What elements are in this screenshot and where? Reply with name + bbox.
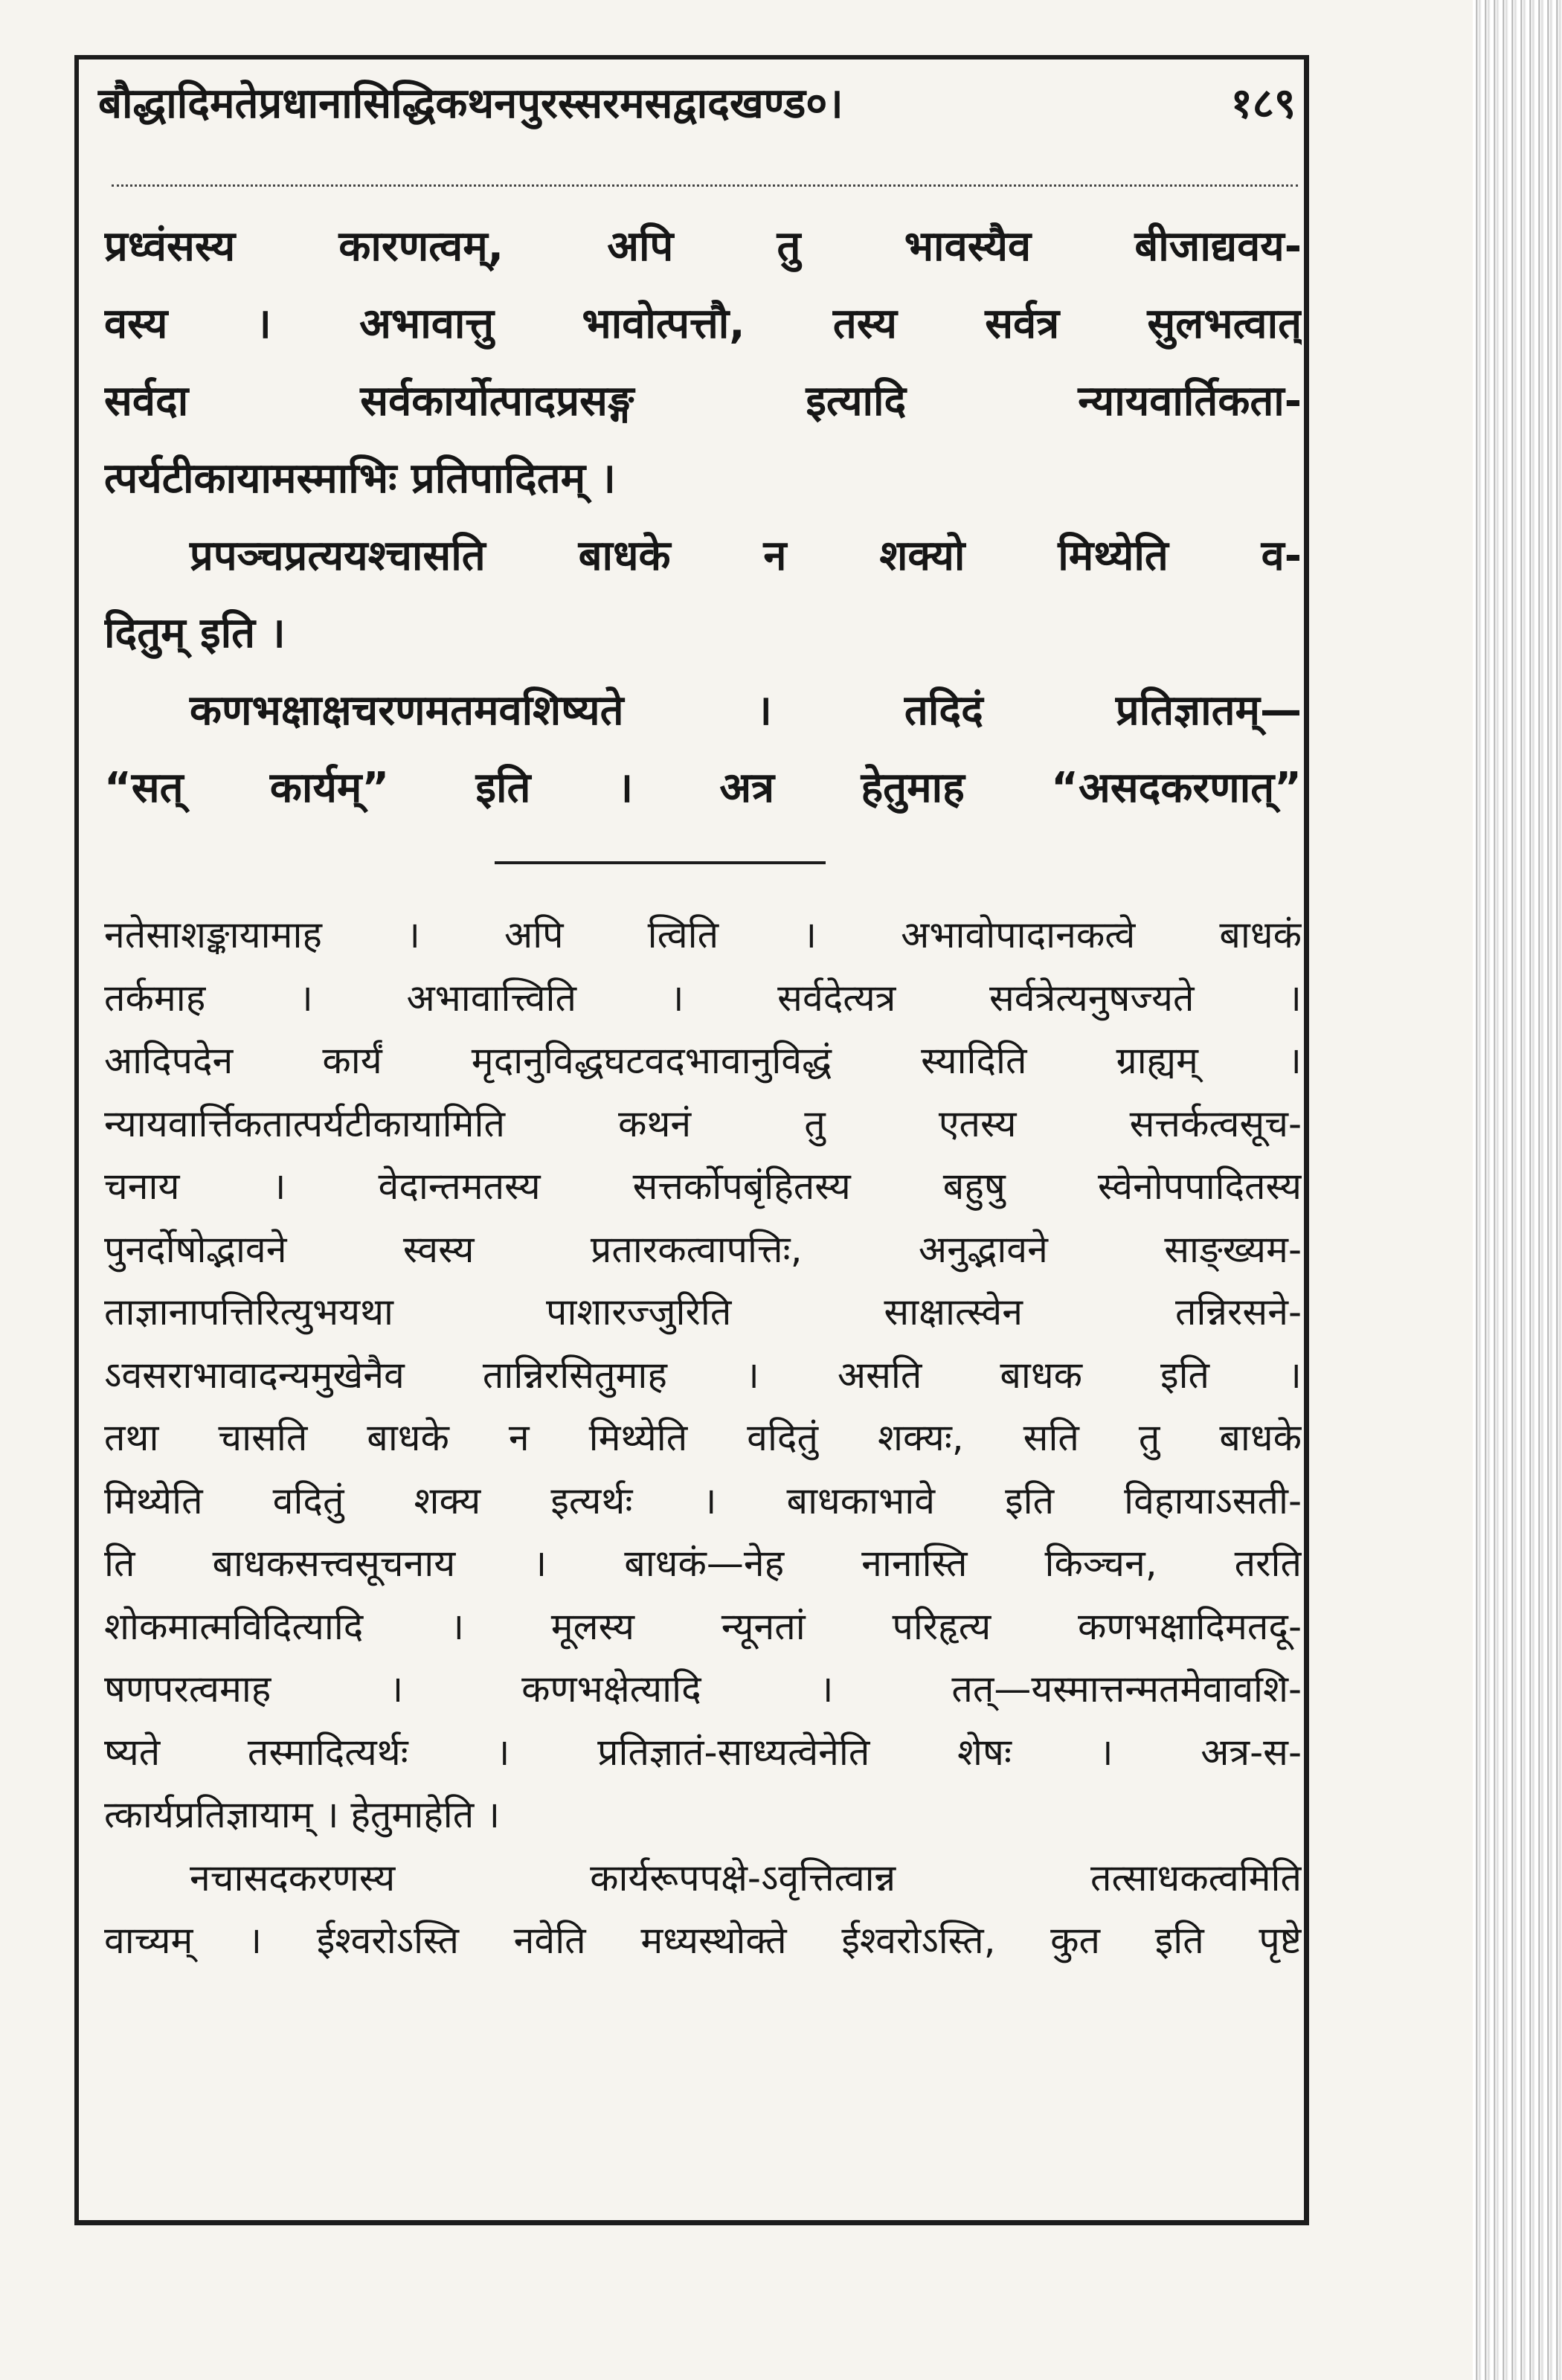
- running-head-title: बौद्धादिमतेप्रधानासिद्धिकथनपुरस्सरमसद्वादखण्ड०।: [98, 80, 843, 128]
- text-line: प्रध्वंसस्य कारणत्वम्, अपि तु भावस्यैव बीजाद्यवय-: [104, 222, 1302, 271]
- text-line: चनाय । वेदान्तमतस्य सत्तर्कोपबृंहितस्य बहुषु स्वेनोपपादितस्य: [104, 1165, 1302, 1208]
- text-line: नचासदकरणस्य कार्यरूपपक्षे-ऽवृत्तित्वान्न तत्साधकत्वमिति: [190, 1856, 1302, 1900]
- text-line: वस्य । अभावात्तु भावोत्पत्तौ, तस्य सर्वत्र सुलभत्वात्: [104, 300, 1302, 348]
- mula-paragraph: [104, 518, 1302, 672]
- text-line: कणभक्षाक्षचरणमतमवशिष्यते । तदिदं प्रतिज्ञातम्—: [190, 686, 1302, 735]
- text-line: वाच्यम् । ईश्वरोऽस्ति नवेति मध्यस्थोक्ते ईश्वरोऽस्ति, कुत इति पृष्टे: [104, 1919, 1302, 1962]
- text-line: ति बाधकसत्त्वसूचनाय । बाधकं—नेह नानास्ति किञ्चन, तरति: [104, 1542, 1302, 1585]
- text-line: षणपरत्वमाह । कणभक्षेत्यादि । तत्—यस्मात्तन्मतमेवावशि-: [104, 1667, 1302, 1711]
- text-line: शोकमात्मविदित्यादि । मूलस्य न्यूनतां परिहृत्य कणभक्षादिमतदू-: [104, 1604, 1302, 1648]
- text-line: त्पर्यटीकायामस्माभिः प्रतिपादितम् ।: [104, 454, 616, 503]
- text-line: तर्कमाह । अभावात्त्विति । सर्वदेत्यत्र सर्वत्रेत्यनुषज्यते ।: [104, 976, 1302, 1020]
- text-line: तथा चासति बाधके न मिथ्येति वदितुं शक्यः, सति तु बाधके: [104, 1416, 1302, 1459]
- text-line: न्यायवार्त्तिकतात्पर्यटीकायामिति कथनं तु एतस्य सत्तर्कत्वसूच-: [104, 1101, 1302, 1145]
- text-line: मिथ्येति वदितुं शक्य इत्यर्थः । बाधकाभावे इति विहायाऽसती-: [104, 1479, 1302, 1522]
- header-rule: [112, 184, 1298, 187]
- text-line: प्रपञ्चप्रत्ययश्चासति बाधके न शक्यो मिथ्येति व-: [190, 532, 1302, 580]
- text-line: पुनर्दोषोद्भावने स्वस्य प्रतारकत्वापत्तिः, अनुद्भावने साङ्ख्यम-: [104, 1227, 1302, 1271]
- text-line: दितुम् इति ।: [104, 609, 286, 657]
- text-line: नतेसाशङ्कायामाह । अपि त्विति । अभावोपादानकत्वे बाधकं: [104, 913, 1302, 956]
- text-line: ताज्ञानापत्तिरित्युभयथा पाशारज्जुरिति साक्षात्स्वेन तन्निरसने-: [104, 1290, 1302, 1334]
- mula-text: [104, 208, 1302, 827]
- text-line: त्कार्यप्रतिज्ञायाम् । हेतुमाहेति ।: [104, 1793, 501, 1836]
- text-line: आदिपदेन कार्यं मृदानुविद्धघटवदभावानुविद्धं स्यादिति ग्राह्यम् ।: [104, 1039, 1302, 1082]
- section-separator: [495, 861, 826, 864]
- commentary-text: [104, 904, 1302, 1972]
- text-line: सर्वदा सर्वकार्योत्पादप्रसङ्ग इत्यादि न्यायवार्तिकता-: [104, 377, 1302, 425]
- text-line: ष्यते तस्मादित्यर्थः । प्रतिज्ञातं-साध्यत्वेनेति शेषः । अत्र-स-: [104, 1730, 1302, 1774]
- mula-paragraph: [104, 208, 1302, 518]
- page-number: १८९: [1230, 80, 1296, 128]
- book-edge: [1473, 0, 1562, 2380]
- mula-paragraph: [104, 672, 1302, 827]
- running-head: [98, 74, 1296, 134]
- text-line: “सत् कार्यम्” इति । अत्र हेतुमाह “असदकरणात्”: [104, 764, 1302, 812]
- text-line: ऽवसराभावादन्यमुखेनैव तान्निरसितुमाह । असति बाधक इति ।: [104, 1353, 1302, 1397]
